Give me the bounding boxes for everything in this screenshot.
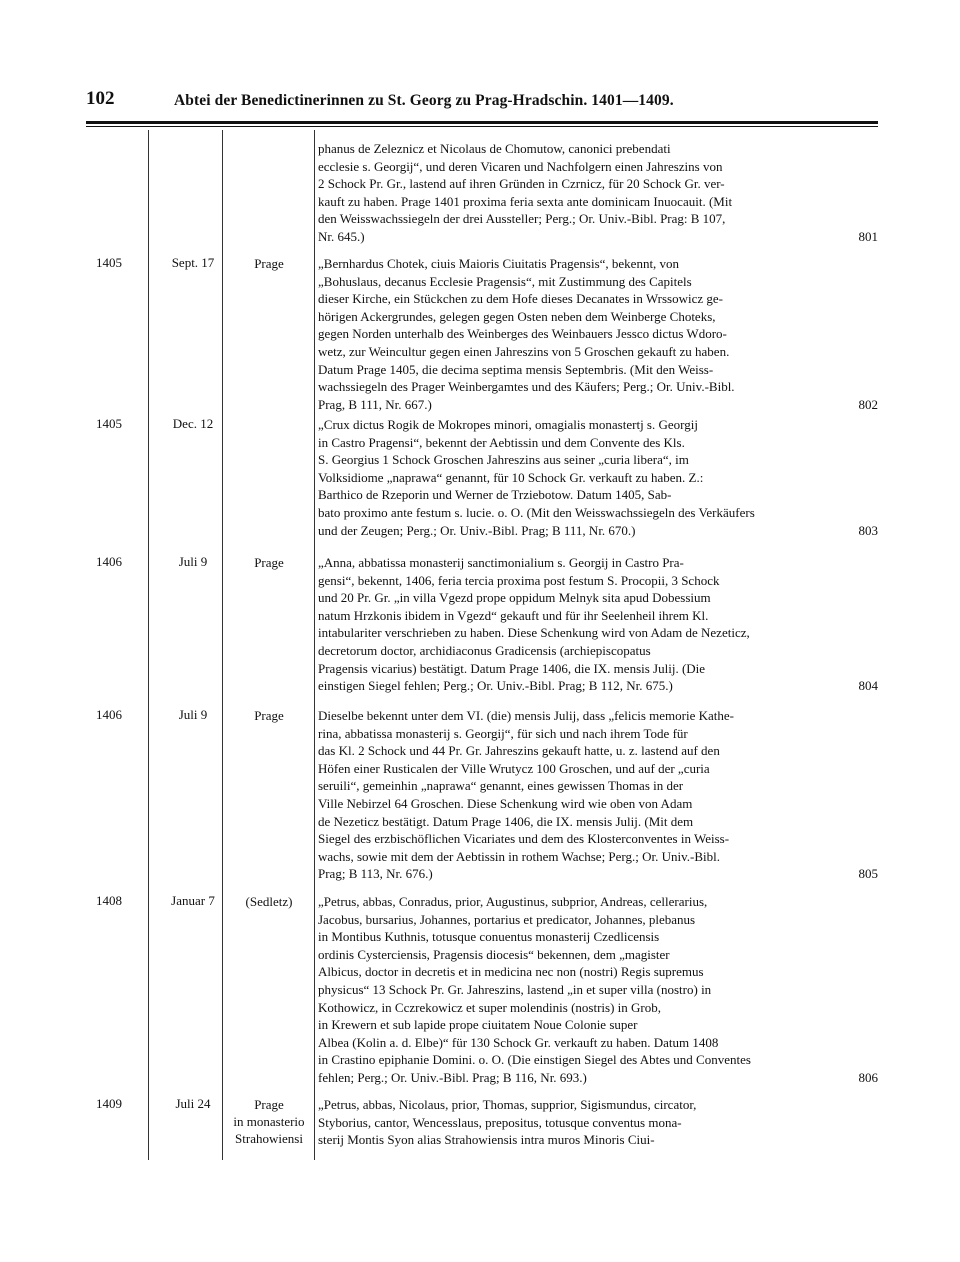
entry-text: [318, 255, 878, 413]
entry-text-line: einstigen Siegel fehlen; Perg.; Or. Univ.-Bibl. Prag; B 112, Nr. 675.) 804: [318, 678, 878, 694]
entry-text-line: sterij Montis Syon alias Strahowiensis intra muros Minoris Ciui-: [318, 1132, 655, 1148]
entry-text-line: Siegel des erzbischöflichen Vicariates und dem des Klosterconventes in Weiss-: [318, 831, 730, 847]
column-divider-year: [148, 130, 149, 1160]
entry-text-line: gegen Norden unterhalb des Weinberges des Weinbauers Jessco dictus Wdoro-: [318, 326, 727, 342]
entry-place-line: Strahowiensi: [235, 1131, 303, 1146]
entry-text-line: Nr. 645.) 801: [318, 228, 878, 244]
entry-text: [318, 140, 878, 246]
entry-place-line: Prage: [254, 256, 284, 271]
entry-text-line: ecclesie s. Georgij“, und deren Vicaren und Nachfolgern einen Jahreszins von: [318, 158, 723, 174]
entry-text-line: phanus de Zeleznicz et Nicolaus de Chomutow, canonici prebendati: [318, 141, 671, 156]
entry-place: [224, 255, 314, 272]
entry-text-line: Styborius, cantor, Wencesslaus, prepositus, totusque conventus mona-: [318, 1114, 682, 1130]
entry-year: 1408: [96, 893, 122, 908]
entry-text-line: in Krewern et sub lapide prope ciuitatem Noue Colonie super: [318, 1017, 638, 1033]
entry-number: 805: [858, 866, 878, 882]
entry-text-line: Jacobus, bursarius, Johannes, portarius et predicator, Johannes, plebanus: [318, 911, 696, 927]
entry-text-line: Prag; B 113, Nr. 676.) 805: [318, 866, 878, 882]
entry-date: Sept. 17: [171, 255, 215, 270]
entry-place-line: (Sedletz): [245, 894, 293, 909]
entry-year: 1405: [96, 255, 122, 270]
entry-text-line: Albea (Kolin a. d. Elbe)“ für 130 Schock Gr. verkauft zu haben. Datum 1408: [318, 1034, 719, 1050]
entry-text-line: gensi“, bekennt, 1406, feria tercia proxima post festum S. Procopii, 3 Schock: [318, 572, 720, 588]
entry-text-line: rina, abbatissa monasterij s. Georgij“, für sich und nach ihrem Tode für: [318, 725, 688, 741]
page-number: 102: [86, 88, 115, 109]
entry-text-line: Höfen einer Rusticalen der Ville Wrutycz 100 Groschen, und auf der „curia: [318, 760, 710, 776]
entry-place-line: Prage: [254, 1097, 284, 1112]
entry-date: Januar 7: [171, 893, 215, 908]
entry-text-line: Pragensis vicarius) bestätigt. Datum Prage 1406, die IX. mensis Julij. (Die: [318, 660, 706, 676]
entry-text-line: wetz, zur Weincultur gegen einen Jahreszins von 5 Groschen gekauft zu haben.: [318, 343, 730, 359]
entry-text-line: Albicus, doctor in decretis et in medicina nec non (nostri) Regis supremus: [318, 964, 704, 980]
entry-text-line: S. Georgius 1 Schock Groschen Jahreszins aus seiner „curia libera“, im: [318, 452, 689, 468]
entry-text-line: intabulariter verschrieben zu haben. Diese Schenkung wird von Adam de Nezeticz,: [318, 625, 750, 641]
header-rule-thin: [86, 126, 878, 127]
page-title: Abtei der Benedictinerinnen zu St. Georg zu Prag-Hradschin. 1401—1409.: [174, 92, 674, 109]
entry-text-line: fehlen; Perg.; Or. Univ.-Bibl. Prag; B 116, Nr. 693.) 806: [318, 1069, 878, 1085]
entry-text-line: wachs, sowie mit dem der Aebtissin in rothem Wachse; Perg.; Or. Univ.-Bibl.: [318, 848, 721, 864]
entry-text: [318, 1096, 878, 1149]
entry-text-line: Volksidiome „naprawa“ genannt, für 10 Schock Gr. verkauft zu haben. Z.:: [318, 469, 704, 485]
entry-place-line: in monasterio: [233, 1114, 305, 1129]
entry-text-line: „Petrus, abbas, Nicolaus, prior, Thomas, supprior, Sigismundus, circator,: [318, 1097, 697, 1112]
entry-place: [224, 893, 314, 910]
column-divider-date: [222, 130, 223, 1160]
header-rule-thick: [86, 121, 878, 124]
entry-date: Juli 9: [178, 707, 208, 722]
entry-text: [318, 707, 878, 883]
entry-text-line: Prag, B 111, Nr. 667.) 802: [318, 396, 878, 412]
entry-text-line: physicus“ 13 Schock Pr. Gr. Jahreszins, lastend „in et super villa (nostro) in: [318, 981, 712, 997]
entry-text-line: 2 Schock Pr. Gr., lastend auf ihren Gründen in Czrnicz, für 20 Schock Gr. ver-: [318, 176, 725, 192]
entry-text-line: „Crux dictus Rogik de Mokropes minori, omagialis monastertj s. Georgij: [318, 417, 698, 432]
entry-text-line: seruili“, gemeinhin „naprawa“ genannt, eines gewissen Thomas in der: [318, 778, 684, 794]
entry-place: [224, 1096, 314, 1147]
entry-text-line: dieser Kirche, ein Stückchen zu dem Hofe dieses Decanates in Wrssowicz ge-: [318, 291, 723, 307]
entry-text-line: Datum Prage 1405, die decima septima mensis Septembris. (Mit den Weiss-: [318, 361, 714, 377]
entry-text-line: Dieselbe bekennt unter dem VI. (die) mensis Julij, dass „felicis memorie Kathe-: [318, 708, 734, 723]
entry-text-line: Barthico de Rzeporin und Werner de Trziebotow. Datum 1405, Sab-: [318, 487, 672, 503]
entry-number: 801: [858, 228, 878, 244]
entry-number: 802: [858, 396, 878, 412]
entry-text-line: ordinis Cysterciensis, Pragensis diocesis“ bekennen, dem „magister: [318, 946, 670, 962]
entry-text-line: in Castro Pragensi“, bekennt der Aebtissin und dem Convente des Kls.: [318, 434, 685, 450]
entry-place: [224, 554, 314, 571]
entry-text-line: und der Zeugen; Perg.; Or. Univ.-Bibl. Prag; B 111, Nr. 670.) 803: [318, 522, 878, 538]
entry-place-line: Prage: [254, 708, 284, 723]
column-divider-place: [314, 130, 315, 1160]
entry-text-line: de Nezeticz bestätigt. Datum Prage 1406, die IX. mensis Julij. (Mit dem: [318, 813, 694, 829]
entry-place: [224, 707, 314, 724]
entry-text-line: wachssiegeln des Prager Weinbergamtes und des Käufers; Perg.; Or. Univ.-Bibl.: [318, 379, 735, 395]
entry-number: 806: [858, 1069, 878, 1085]
entry-date: Juli 9: [178, 554, 208, 569]
entry-text: [318, 416, 878, 539]
entry-text-line: natum Hrzkonis ibidem in Vgezd“ gekauft und für ihr Seelenheil ihrem Kl.: [318, 607, 709, 623]
entry-place-line: Prage: [254, 555, 284, 570]
entry-number: 803: [858, 522, 878, 538]
entry-text-line: und 20 Pr. Gr. „in villa Vgezd prope oppidum Melnyk sita apud Dobessium: [318, 590, 711, 606]
entry-text-line: Ville Nebirzel 64 Groschen. Diese Schenkung wird wie oben von Adam: [318, 795, 693, 811]
entry-date: Dec. 12: [172, 416, 214, 431]
entry-text: [318, 554, 878, 695]
entry-text-line: „Anna, abbatissa monasterij sanctimonialium s. Georgij in Castro Pra-: [318, 555, 684, 570]
entry-year: 1406: [96, 554, 122, 569]
entry-text-line: den Weisswachssiegeln der drei Aussteller; Perg.; Or. Univ.-Bibl. Prag: B 107,: [318, 211, 726, 227]
entry-number: 804: [858, 678, 878, 694]
entry-text-line: in Montibus Kuthnis, totusque conuentus monasterij Czedlicensis: [318, 929, 660, 945]
entry-year: 1406: [96, 707, 122, 722]
entry-year: 1409: [96, 1096, 122, 1111]
entry-text-line: das Kl. 2 Schock und 44 Pr. Gr. Jahreszins gekauft hatte, u. z. lastend auf den: [318, 743, 720, 759]
entry-text-line: „Bernhardus Chotek, ciuis Maioris Ciuitatis Pragensis“, bekennt, von: [318, 256, 680, 271]
entry-text: [318, 893, 878, 1087]
entry-text-line: bato proximo ante festum s. lucie. o. O. (Mit den Weisswachssiegeln des Verkäufers: [318, 504, 755, 520]
entry-text-line: „Bohuslaus, decanus Ecclesie Pragensis“, mit Zustimmung des Capitels: [318, 273, 692, 289]
entry-text-line: Kothowicz, in Cczrekowicz et super molendinis (nostris) in Grob,: [318, 999, 661, 1015]
entry-text-line: in Crastino epiphanie Domini. o. O. (Die einstigen Siegel des Abtes und Conventes: [318, 1052, 751, 1068]
entry-year: 1405: [96, 416, 122, 431]
entry-date: Juli 24: [175, 1096, 211, 1111]
entry-text-line: „Petrus, abbas, Conradus, prior, Augustinus, subprior, Andreas, cellerarius,: [318, 894, 708, 909]
entry-text-line: decretorum doctor, archidiaconus Gradicensis (archiepiscopatus: [318, 642, 651, 658]
entry-text-line: hörigen Ackergrundes, gelegen gegen Osten neben dem Weinberge Choteks,: [318, 308, 716, 324]
entry-text-line: kauft zu haben. Prage 1401 proxima feria sexta ante dominicam Inuocauit. (Mit: [318, 193, 733, 209]
